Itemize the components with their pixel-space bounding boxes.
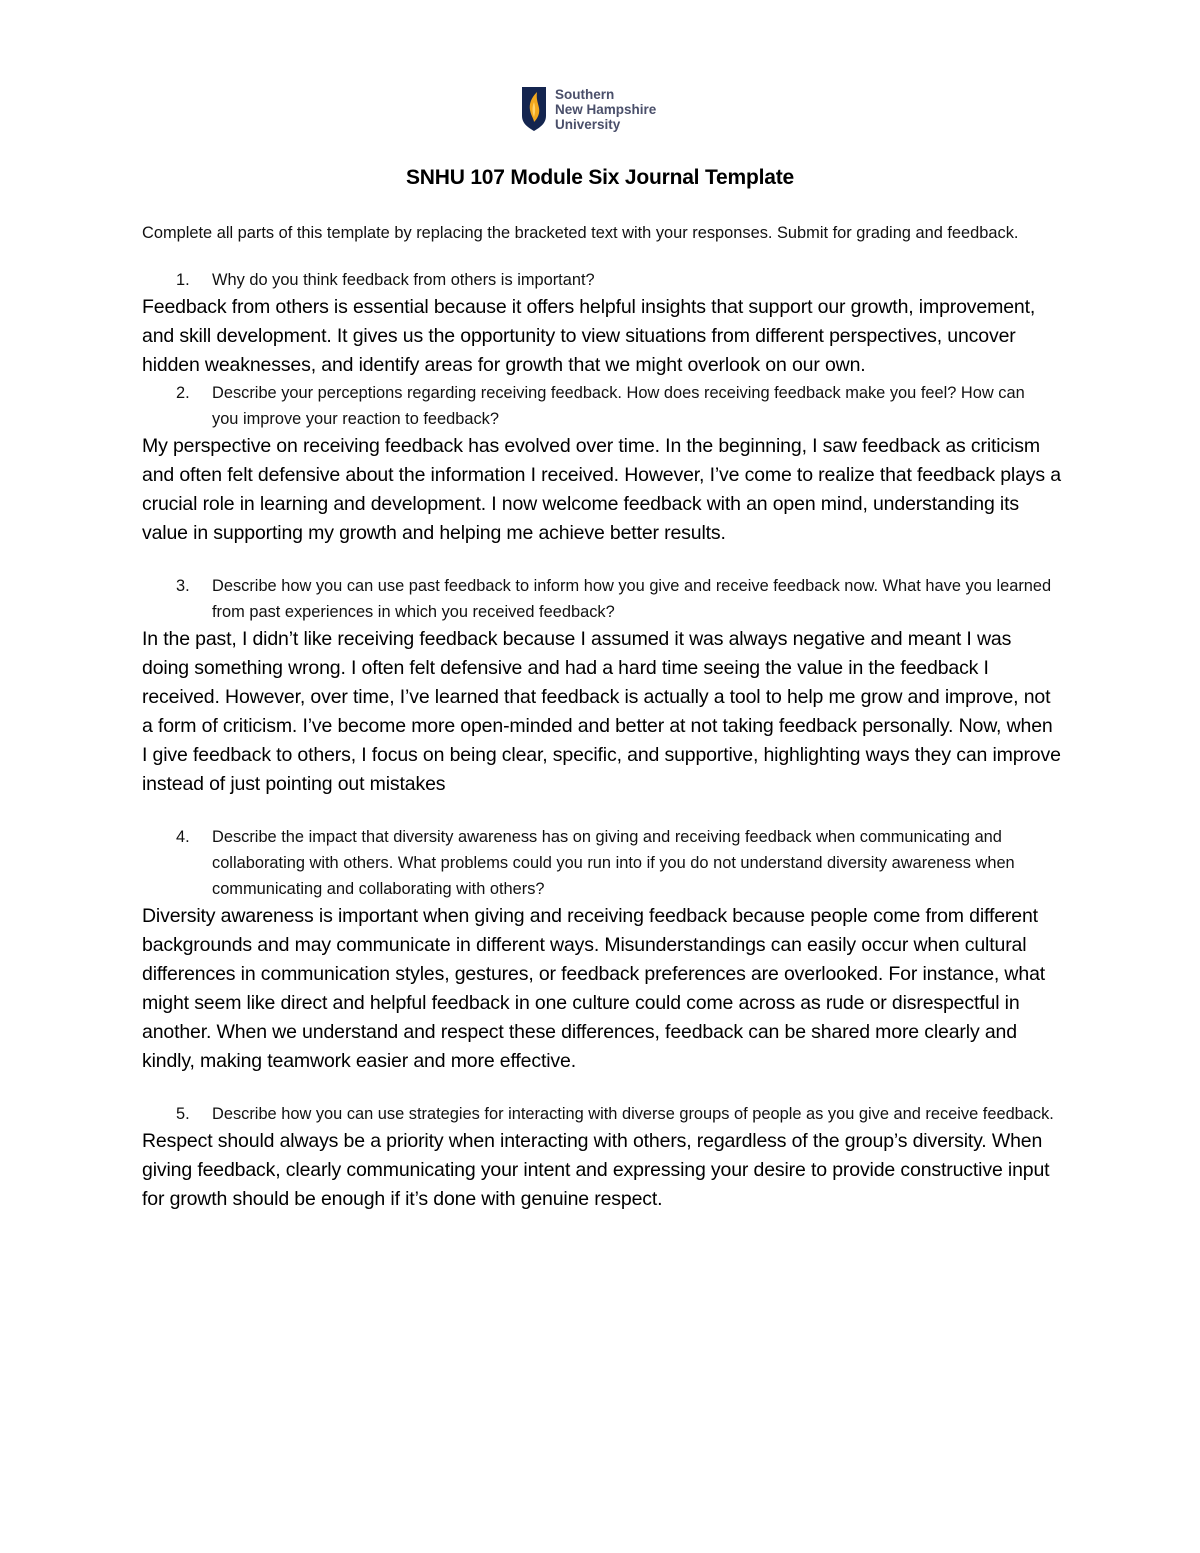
answer-1: Feedback from others is essential because it offers helpful insights that support our growth, improvement, and skill development. It gives us the opportunity to view situations from different perspectives, uncover hidden weaknesses, and identify areas for growth that we might overlook on our own. <box>142 296 1036 376</box>
logo-line-3: University <box>555 116 621 132</box>
logo-line-2: New Hampshire <box>555 101 657 117</box>
question-text: Describe the impact that diversity awareness has on giving and receiving feedback when communicating and collaborating with others. What problems could you run into if you do not understand diversity awareness when communicating and collaborating with others? <box>212 828 1015 898</box>
answer-5: Respect should always be a priority when interacting with others, regardless of the group’s diversity. When giving feedback, clearly communicating your intent and expressing your desire to provide constructive input for growth should be enough if it’s done with genuine respect. <box>142 1130 1050 1210</box>
flame-shield-icon <box>521 86 547 132</box>
question-number: 1. <box>176 271 190 289</box>
question-number: 5. <box>176 1105 190 1123</box>
journal-body <box>142 220 1062 1214</box>
instructions: Complete all parts of this template by replacing the bracketed text with your responses. Submit for grading and feedback. <box>142 224 1019 242</box>
question-text: Describe how you can use past feedback to inform how you give and receive feedback now. What have you learned from past experiences in which you received feedback? <box>212 577 1052 621</box>
question-text: Why do you think feedback from others is important? <box>212 271 595 289</box>
answer-2: My perspective on receiving feedback has evolved over time. In the beginning, I saw feedback as criticism and often felt defensive about the information I received. However, I’ve come to realize that feedback plays a crucial role in learning and development. I now welcome feedback with an open mind, understanding its value in supporting my growth and helping me achieve better results. <box>142 435 1061 544</box>
question-4 <box>142 824 1062 902</box>
answer-4: Diversity awareness is important when giving and receiving feedback because people come from different backgrounds and may communicate in different ways. Misunderstandings can easily occur when cultural differences in communication styles, gestures, or feedback preferences are overlooked. For instance, what might seem like direct and helpful feedback in one culture could come across as rude or disrespectful in another. When we understand and respect these differences, feedback can be shared more clearly and kindly, making teamwork easier and more effective. <box>142 905 1046 1072</box>
question-2 <box>142 380 1062 432</box>
question-5 <box>142 1101 1062 1127</box>
question-number: 4. <box>176 828 190 846</box>
question-number: 3. <box>176 577 190 595</box>
question-3 <box>142 573 1062 625</box>
answer-3: In the past, I didn’t like receiving feedback because I assumed it was always negative and meant I was doing something wrong. I often felt defensive and had a hard time seeing the value in the feedback I received. However, over time, I’ve learned that feedback is actually a tool to help me grow and improve, not a form of criticism. I’ve become more open-minded and better at not taking feedback personally. Now, when I give feedback to others, I focus on being clear, specific, and supportive, highlighting ways they can improve instead of just pointing out mistakes <box>142 628 1061 795</box>
university-logo <box>521 84 656 134</box>
university-name <box>555 87 656 132</box>
question-1 <box>142 267 1062 293</box>
logo-line-1: Southern <box>555 86 615 102</box>
question-text: Describe your perceptions regarding receiving feedback. How does receiving feedback make you feel? How can you improve your reaction to feedback? <box>212 384 1025 428</box>
page-title: SNHU 107 Module Six Journal Template <box>405 166 794 189</box>
question-text: Describe how you can use strategies for interacting with diverse groups of people as you give and receive feedback. <box>212 1105 1054 1123</box>
question-number: 2. <box>176 384 190 402</box>
